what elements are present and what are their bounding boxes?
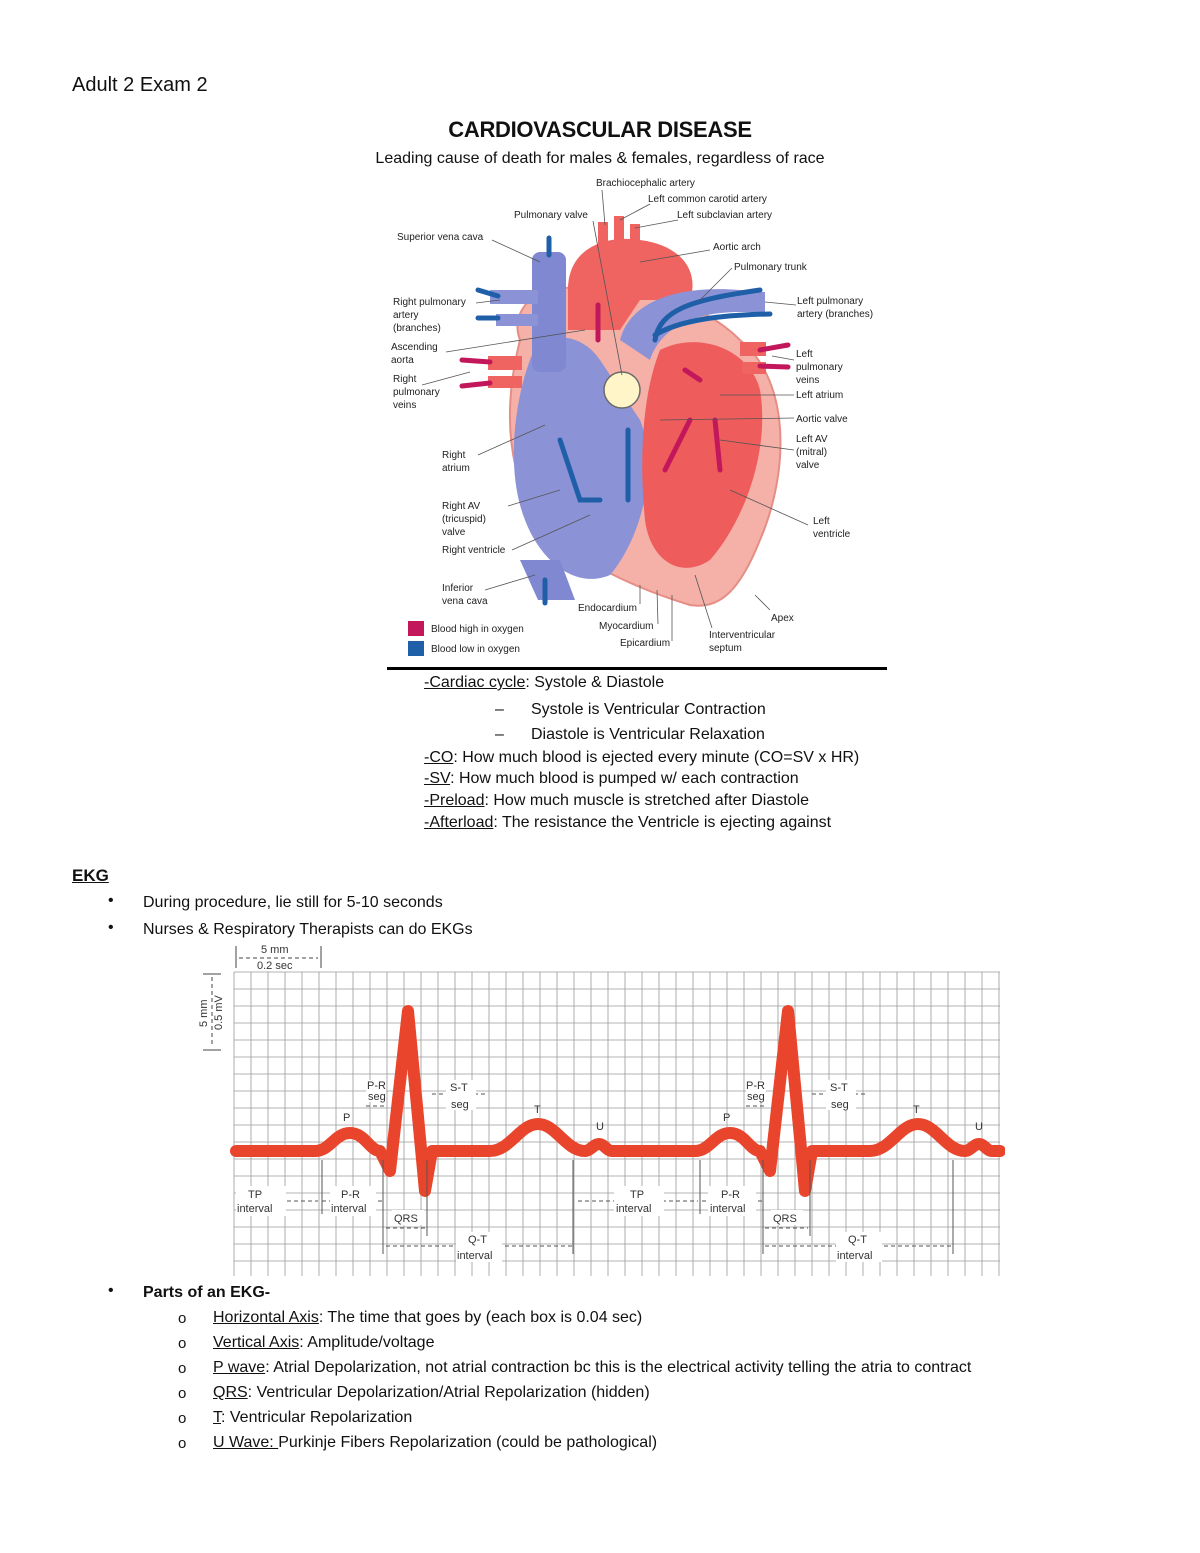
definition: : The time that goes by (each box is 0.04 sec) [318, 1309, 643, 1326]
label-left-ventricle-1: Left [813, 516, 830, 527]
term: T [213, 1409, 221, 1426]
sub-marker-4: o [178, 1385, 187, 1402]
label-pr-int-2-a: P-R [721, 1189, 740, 1201]
label-right-pulmonary-artery-1: Right pulmonary [393, 297, 466, 308]
legend-high-oxygen: Blood high in oxygen [431, 624, 524, 635]
right-pulmonary-artery-branch [496, 314, 538, 326]
label-u-2: U [975, 1121, 983, 1133]
term: Horizontal Axis [213, 1309, 319, 1326]
superior-vena-cava [532, 252, 566, 372]
term: Vertical Axis [213, 1334, 300, 1351]
bullet-marker-1: • [108, 892, 114, 909]
label-right-pulmonary-veins-2: pulmonary [393, 387, 440, 398]
document-header: Adult 2 Exam 2 [72, 74, 208, 96]
label-tp-1-a: TP [248, 1189, 263, 1201]
label-inferior-vena-cava-1: Inferior [442, 583, 474, 594]
term: QRS [213, 1384, 248, 1401]
label-pulmonary-trunk: Pulmonary trunk [734, 262, 807, 273]
label-qt-1-a: Q-T [468, 1234, 487, 1246]
part-qrs [213, 1383, 650, 1403]
label-inferior-vena-cava-2: vena cava [442, 596, 488, 607]
heart-diagram [380, 172, 900, 667]
label-tp-2-a: TP [630, 1189, 645, 1201]
right-pulmonary-vein-lower [488, 376, 522, 388]
label-right-ventricle: Right ventricle [442, 545, 506, 556]
label-st-seg-2-b: seg [831, 1099, 849, 1111]
diastole-line: Diastole is Ventricular Relaxation [531, 726, 765, 743]
label-right-atrium-2: atrium [442, 463, 470, 474]
label-endocardium: Endocardium [578, 603, 637, 614]
label-pr-int-1-b: interval [331, 1203, 367, 1215]
label-aortic-valve: Aortic valve [796, 414, 848, 425]
label-tp-1-b: interval [237, 1203, 273, 1215]
term-afterload: -Afterload [424, 814, 494, 831]
definition: : Amplitude/voltage [299, 1334, 435, 1351]
label-interventricular-septum-1: Interventricular [709, 630, 776, 641]
ekg-grid-background [234, 972, 1000, 1276]
label-pr-seg-2-b: seg [747, 1091, 765, 1103]
right-pulmonary-vein [488, 356, 522, 370]
label-left-pulmonary-artery-1: Left pulmonary [797, 296, 864, 307]
label-st-seg-1-b: seg [451, 1099, 469, 1111]
label-p-1: P [343, 1112, 351, 1124]
label-pr-seg-1-b: seg [368, 1091, 386, 1103]
section-divider [387, 667, 887, 670]
term-preload: -Preload [424, 792, 485, 809]
label-qrs-2: QRS [773, 1213, 797, 1225]
scale-0-2-sec: 0.2 sec [257, 960, 293, 972]
label-pr-seg-1-a: P-R [367, 1080, 386, 1092]
term-sv: -SV [424, 770, 451, 787]
part-vertical-axis [213, 1333, 434, 1353]
label-st-seg-1-a: S-T [450, 1082, 468, 1094]
part-u-wave [213, 1433, 657, 1453]
sub-marker-2: o [178, 1335, 187, 1352]
label-qt-2-a: Q-T [848, 1234, 867, 1246]
bullet-marker-2: • [108, 919, 114, 936]
co-line [424, 748, 859, 768]
ekg-strip [195, 940, 1005, 1280]
definition: : Atrial Depolarization, not atrial contraction bc this is the electrical activity telling the atria to contract [265, 1359, 972, 1376]
def-sv: : How much blood is pumped w/ each contraction [450, 770, 799, 787]
sub-marker-1: o [178, 1310, 187, 1327]
label-qt-2-b: interval [837, 1250, 873, 1262]
label-right-pulmonary-artery-3: (branches) [393, 323, 441, 334]
page-title: CARDIOVASCULAR DISEASE [448, 117, 752, 142]
legend-low-oxygen: Blood low in oxygen [431, 644, 520, 655]
label-left-av-valve-2: (mitral) [796, 447, 828, 458]
bullet-marker-3: • [108, 1282, 114, 1299]
label-pr-seg-2-a: P-R [746, 1080, 765, 1092]
label-left-pulmonary-veins-2: pulmonary [796, 362, 843, 373]
label-pr-int-2-b: interval [710, 1203, 746, 1215]
term: U Wave: [213, 1434, 279, 1451]
sub-marker-6: o [178, 1435, 187, 1452]
label-right-pulmonary-veins-3: veins [393, 400, 417, 411]
label-right-av-valve-2: (tricuspid) [442, 514, 486, 525]
label-aortic-arch: Aortic arch [713, 242, 761, 253]
label-left-pulmonary-veins-1: Left [796, 349, 813, 360]
label-left-atrium: Left atrium [796, 390, 844, 401]
label-left-av-valve-1: Left AV [796, 434, 828, 445]
brachiocephalic-artery [598, 222, 608, 246]
label-myocardium: Myocardium [599, 621, 654, 632]
part-horizontal-axis [213, 1308, 642, 1328]
def-afterload: : The resistance the Ventricle is ejecting against [493, 814, 832, 831]
preload-line [424, 791, 809, 811]
label-superior-vena-cava: Superior vena cava [397, 232, 484, 243]
label-left-common-carotid: Left common carotid artery [648, 194, 767, 205]
afterload-line [424, 813, 831, 833]
label-right-atrium-1: Right [442, 450, 466, 461]
label-qrs-1: QRS [394, 1213, 418, 1225]
label-st-seg-2-a: S-T [830, 1082, 848, 1094]
label-left-subclavian: Left subclavian artery [677, 210, 773, 221]
label-ascending-aorta-2: aorta [391, 355, 414, 366]
ekg-bullet-2: Nurses & Respiratory Therapists can do EKGs [143, 921, 473, 938]
label-u-1: U [596, 1121, 604, 1133]
label-right-av-valve-1: Right AV [442, 501, 481, 512]
left-carotid-artery [614, 216, 624, 242]
dash-marker-1: – [495, 701, 504, 718]
systole-line: Systole is Ventricular Contraction [531, 701, 766, 718]
scale-5mm-horizontal: 5 mm [261, 944, 289, 956]
scale-0-5-mv: 0.5 mV [213, 995, 225, 1030]
ekg-heading: EKG [72, 866, 109, 885]
definition: : Ventricular Depolarization/Atrial Repolarization (hidden) [247, 1384, 650, 1401]
page-subtitle: Leading cause of death for males & females, regardless of race [375, 150, 825, 167]
label-t-1: T [534, 1104, 541, 1116]
legend-swatch-low-oxygen [408, 641, 424, 656]
def-co: : How much blood is ejected every minute (CO=SV x HR) [453, 749, 860, 766]
aortic-valve-shape [604, 372, 640, 408]
part-p-wave [213, 1358, 971, 1378]
sub-marker-3: o [178, 1360, 187, 1377]
definition: Purkinje Fibers Repolarization (could be pathological) [278, 1434, 658, 1451]
label-apex: Apex [771, 613, 794, 624]
label-pr-int-1-a: P-R [341, 1189, 360, 1201]
label-left-ventricle-2: ventricle [813, 529, 851, 540]
label-ascending-aorta-1: Ascending [391, 342, 438, 353]
part-t [213, 1408, 412, 1428]
label-t-2: T [913, 1104, 920, 1116]
label-interventricular-septum-2: septum [709, 643, 742, 654]
legend-swatch-high-oxygen [408, 621, 424, 636]
dash-marker-2: – [495, 726, 504, 743]
term: P wave [213, 1359, 266, 1376]
def-preload: : How much muscle is stretched after Diastole [484, 792, 810, 809]
label-right-av-valve-3: valve [442, 527, 466, 538]
label-pulmonary-valve: Pulmonary valve [514, 210, 588, 221]
label-left-pulmonary-veins-3: veins [796, 375, 820, 386]
label-right-pulmonary-artery-2: artery [393, 310, 419, 321]
label-left-pulmonary-artery-2: artery (branches) [797, 309, 874, 320]
ekg-bullet-1: During procedure, lie still for 5-10 seconds [143, 894, 443, 911]
scale-5mm-vertical: 5 mm [198, 999, 210, 1027]
label-epicardium: Epicardium [620, 638, 671, 649]
label-brachiocephalic: Brachiocephalic artery [596, 178, 695, 189]
definition: : Ventricular Repolarization [221, 1409, 413, 1426]
term-cardiac-cycle: -Cardiac cycle [424, 674, 526, 691]
label-p-2: P [723, 1112, 731, 1124]
label-qt-1-b: interval [457, 1250, 493, 1262]
parts-heading: Parts of an EKG- [143, 1284, 271, 1301]
label-right-pulmonary-veins-1: Right [393, 374, 417, 385]
cardiac-cycle-line [424, 673, 664, 693]
label-left-av-valve-3: valve [796, 460, 820, 471]
def-cardiac-cycle: : Systole & Diastole [525, 674, 665, 691]
sv-line [424, 769, 799, 789]
term-co: -CO [424, 749, 454, 766]
sub-marker-5: o [178, 1410, 187, 1427]
label-tp-2-b: interval [616, 1203, 652, 1215]
